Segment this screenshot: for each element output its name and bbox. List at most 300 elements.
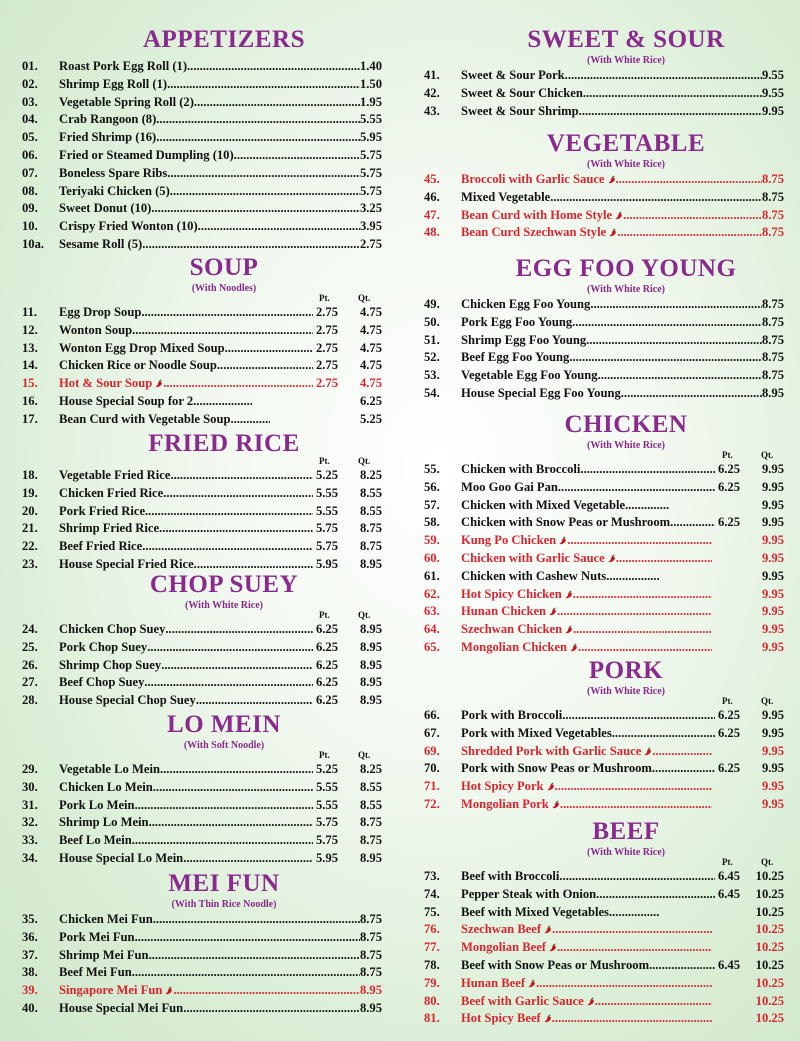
item-name: Sweet & Sour Shrimp (461, 103, 579, 118)
item-name: Mongolian Beef (461, 940, 547, 955)
dot-leader (141, 304, 313, 322)
item-number: 03. (22, 94, 38, 109)
quart-price: 9.95 (761, 743, 784, 758)
dot-leader (606, 568, 659, 586)
menu-item (22, 982, 382, 1000)
pint-price: 6.25 (717, 708, 740, 722)
item-number: 60. (424, 550, 440, 565)
item-name: Bean Curd with Vegetable Soup (59, 411, 231, 426)
menu-item (22, 929, 382, 947)
item-name: Pork with Broccoli (461, 708, 563, 722)
item-name: Chicken with Cashew Nuts (461, 568, 607, 583)
item-name: Crispy Fried Wonton (10) (59, 219, 198, 234)
item-number: 63. (424, 604, 440, 619)
item-number: 33. (22, 833, 38, 848)
item-name: Szechwan Beef (461, 922, 542, 937)
item-name: House Special Mei Fun (59, 1000, 184, 1015)
menu-item (22, 538, 382, 556)
item-number: 55. (424, 462, 440, 476)
section-subtitle: (With White Rice) (587, 284, 665, 295)
item-number: 80. (424, 993, 440, 1008)
item-name: Chicken Lo Mein (59, 779, 153, 794)
menu-item (424, 1010, 784, 1028)
item-number: 07. (22, 165, 38, 180)
quart-price: 8.25 (359, 468, 382, 482)
item-number: 47. (424, 207, 440, 222)
item-name: Pork Egg Foo Young (461, 314, 573, 329)
item-number: 58. (424, 515, 440, 530)
section-subtitle: (With White Rice) (587, 686, 665, 697)
dot-leader (167, 76, 360, 94)
item-name: Teriyaki Chicken (5) (59, 183, 170, 198)
menu-item (424, 385, 784, 403)
dot-leader (586, 332, 762, 350)
menu-item (424, 349, 784, 367)
item-price: 9.55 (761, 68, 784, 82)
hot-pepper-icon (165, 986, 173, 995)
item-number: 05. (22, 130, 38, 145)
quart-price: 9.95 (761, 568, 785, 583)
dot-leader (652, 760, 715, 778)
quart-price: 10.25 (755, 957, 784, 972)
hot-pepper-icon (549, 607, 557, 616)
item-name: Beef with Garlic Sauce (461, 993, 584, 1008)
menu-item (22, 111, 382, 129)
item-name: Hot & Sour Soup (59, 376, 153, 391)
item-name: Chicken with Mixed Vegetable (461, 497, 626, 512)
dot-leader (225, 340, 313, 358)
dot-leader (142, 538, 313, 556)
dot-leader (153, 779, 313, 797)
quart-header: Qt. (358, 293, 371, 303)
section-title: CHOP SUEY (149, 571, 299, 598)
item-name: Shrimp Egg Foo Young (461, 332, 587, 347)
item-number: 53. (424, 368, 440, 383)
item-number: 40. (22, 1000, 38, 1015)
size-column-headers (22, 458, 382, 467)
item-number: 24. (22, 622, 38, 636)
quart-price: 10.25 (755, 993, 784, 1008)
dot-leader (565, 67, 762, 85)
item-number: 19. (22, 485, 38, 500)
quart-price: 10.25 (755, 869, 784, 883)
menu-item (22, 236, 382, 254)
section-subtitle: (With White Rice) (587, 159, 665, 170)
dot-leader (160, 761, 313, 779)
section-egg-foo-young (424, 255, 784, 403)
item-number: 31. (22, 797, 38, 812)
item-number: 14. (22, 358, 38, 373)
item-price: 1.40 (359, 59, 382, 73)
menu-item (22, 200, 382, 218)
item-number: 29. (22, 762, 38, 776)
hot-pepper-icon (644, 747, 652, 756)
dot-leader (552, 1010, 712, 1028)
section-mei-fun (22, 870, 382, 1018)
menu-item (424, 332, 784, 350)
item-name: Wonton Egg Drop Mixed Soup (59, 340, 225, 355)
quart-price: 10.25 (755, 975, 784, 990)
section-chicken (424, 411, 784, 657)
item-name: Egg Drop Soup (59, 305, 142, 319)
quart-price: 10.25 (755, 904, 784, 919)
quart-price: 8.95 (359, 622, 382, 636)
menu-item (424, 621, 784, 639)
menu-item (22, 947, 382, 965)
menu-item (424, 868, 784, 886)
pint-price: 6.25 (315, 693, 338, 708)
menu-item (424, 586, 784, 604)
dot-leader (149, 947, 360, 965)
item-name: Pork with Snow Peas or Mushroom (461, 761, 652, 776)
item-number: 76. (424, 922, 440, 937)
item-number: 71. (424, 779, 440, 794)
quart-price: 8.95 (359, 850, 382, 865)
item-number: 67. (424, 725, 440, 740)
menu-item (22, 76, 382, 94)
pint-price: 6.45 (717, 957, 740, 972)
item-name: Roast Pork Egg Roll (1) (59, 59, 188, 73)
item-price: 8.75 (761, 207, 784, 222)
size-column-headers (424, 698, 784, 707)
menu-item (424, 296, 784, 314)
item-name: Chicken Fried Rice (59, 485, 164, 500)
quart-price: 9.95 (761, 796, 784, 811)
quart-price: 5.25 (359, 411, 383, 426)
size-column-headers (22, 752, 382, 761)
quart-price: 9.95 (761, 779, 784, 794)
menu-item (22, 304, 382, 322)
item-name: Shrimp Chop Suey (59, 657, 162, 672)
item-name: Hot Spicy Chicken (461, 586, 562, 601)
hot-pepper-icon (565, 625, 573, 634)
section-subtitle: (With White Rice) (587, 55, 665, 66)
dot-leader (555, 778, 712, 796)
section-chop-suey (22, 571, 382, 710)
dot-leader (595, 993, 712, 1011)
menu-item (424, 85, 784, 103)
menu-item (424, 796, 784, 814)
quart-price: 9.95 (761, 497, 785, 512)
dot-leader (557, 603, 712, 621)
item-number: 75. (424, 904, 440, 919)
item-name: Mixed Vegetable (461, 189, 551, 204)
item-number: 36. (22, 929, 38, 944)
item-price: 8.95 (359, 1000, 382, 1015)
quart-price: 8.55 (359, 503, 382, 518)
dot-leader (580, 461, 715, 479)
quart-price: 9.95 (761, 515, 784, 530)
quart-price: 8.95 (359, 556, 382, 571)
quart-price: 10.25 (755, 922, 784, 937)
item-number: 79. (424, 975, 440, 990)
menu-item (424, 603, 784, 621)
menu-item (424, 497, 784, 515)
item-number: 51. (424, 332, 440, 347)
menu-item (424, 993, 784, 1011)
dot-leader (552, 921, 712, 939)
quart-price: 9.95 (761, 479, 784, 494)
pint-price: 5.55 (315, 779, 338, 794)
item-price: 5.75 (359, 147, 382, 162)
menu-item (22, 692, 382, 710)
item-name: Hot Spicy Beef (461, 1011, 541, 1026)
menu-item (424, 550, 784, 568)
item-name: Hot Spicy Pork (461, 779, 544, 794)
item-name: Crab Rangoon (8) (59, 112, 157, 127)
dot-leader (132, 964, 360, 982)
dot-leader (670, 514, 715, 532)
item-number: 15. (22, 376, 38, 391)
dot-leader (567, 532, 712, 550)
item-number: 49. (424, 297, 440, 311)
item-price: 3.25 (359, 201, 382, 216)
menu-item (22, 147, 382, 165)
pint-header: Pt. (319, 750, 330, 760)
dot-leader (230, 411, 270, 429)
dot-leader (621, 385, 762, 403)
dot-leader (196, 692, 313, 710)
section-subtitle: (With White Rice) (587, 847, 665, 858)
item-number: 27. (22, 675, 38, 690)
item-name: Beef Fried Rice (59, 539, 143, 554)
pint-price: 5.25 (315, 468, 338, 482)
section-subtitle: (With Soft Noodle) (183, 740, 265, 751)
item-number: 41. (424, 68, 440, 82)
dot-leader (572, 314, 762, 332)
item-number: 09. (22, 201, 38, 216)
item-price: 8.75 (761, 189, 784, 204)
section-beef (424, 818, 784, 1028)
hot-pepper-icon (547, 782, 555, 791)
section-sweet-and-sour (424, 26, 784, 120)
item-number: 34. (22, 850, 38, 865)
item-number: 46. (424, 189, 440, 204)
item-name: Beef Chop Suey (59, 675, 145, 690)
menu-item (424, 224, 784, 242)
quart-price: 4.75 (359, 376, 382, 391)
pint-header: Pt. (722, 857, 733, 867)
dot-leader (558, 479, 715, 497)
item-number: 11. (22, 305, 38, 319)
quart-price: 4.75 (359, 322, 382, 337)
dot-leader (596, 886, 715, 904)
section-title: PORK (588, 657, 664, 684)
item-number: 61. (424, 568, 440, 583)
dot-leader (156, 129, 360, 147)
item-name: Beef with Broccoli (461, 869, 560, 883)
item-number: 08. (22, 183, 38, 198)
item-price: 8.75 (359, 947, 382, 962)
hot-pepper-icon (528, 979, 536, 988)
menu-item (22, 503, 382, 521)
item-number: 26. (22, 657, 38, 672)
menu-item (424, 367, 784, 385)
menu-item (22, 674, 382, 692)
hot-pepper-icon (559, 536, 567, 545)
item-number: 81. (424, 1011, 440, 1026)
dot-leader (163, 485, 313, 503)
item-price: 8.75 (761, 314, 784, 329)
item-number: 16. (22, 393, 38, 408)
size-column-headers (22, 612, 382, 621)
menu-item (22, 411, 382, 429)
quart-price: 8.95 (359, 675, 382, 690)
menu-item (424, 743, 784, 761)
item-number: 17. (22, 411, 38, 426)
dot-leader (163, 375, 313, 393)
quart-price: 8.75 (359, 539, 382, 554)
quart-price: 8.55 (359, 485, 382, 500)
pint-header: Pt. (722, 696, 733, 706)
section-title: MEI FUN (168, 870, 280, 897)
menu-item (22, 129, 382, 147)
dot-leader (536, 975, 712, 993)
item-price: 8.75 (359, 965, 382, 980)
hot-pepper-icon (587, 997, 595, 1006)
pint-price: 6.25 (717, 725, 740, 740)
quart-price: 8.55 (359, 779, 382, 794)
pint-price: 6.45 (717, 869, 740, 883)
menu-item (424, 921, 784, 939)
menu-item (424, 904, 784, 922)
menu-item (424, 639, 784, 657)
quart-price: 9.95 (761, 639, 784, 654)
menu-item (22, 1000, 382, 1018)
menu-item (22, 911, 382, 929)
item-number: 70. (424, 761, 440, 776)
item-name: Sweet Donut (10) (59, 201, 152, 216)
item-name: Beef with Snow Peas or Mushroom (461, 957, 650, 972)
dot-leader (159, 520, 313, 538)
item-number: 65. (424, 639, 440, 654)
dot-leader (132, 322, 313, 340)
item-number: 66. (424, 708, 440, 722)
item-name: Moo Goo Gai Pan (461, 479, 558, 494)
dot-leader (165, 621, 313, 639)
menu-item (424, 461, 784, 479)
dot-leader (153, 911, 360, 929)
dot-leader (612, 725, 715, 743)
item-price: 1.50 (359, 76, 382, 91)
item-price: 3.95 (359, 219, 382, 234)
menu-item (22, 94, 382, 112)
dot-leader (149, 814, 313, 832)
item-name: House Special Lo Mein (59, 850, 184, 865)
quart-price: 9.95 (761, 725, 784, 740)
quart-price: 9.95 (761, 761, 784, 776)
section-vegetable (424, 130, 784, 242)
pint-price: 5.95 (315, 556, 338, 571)
quart-price: 9.95 (761, 604, 784, 619)
item-name: Shrimp Mei Fun (59, 947, 149, 962)
hot-pepper-icon (565, 590, 573, 599)
menu-item (424, 778, 784, 796)
menu-item (22, 814, 382, 832)
item-name: Chicken with Broccoli (461, 462, 581, 476)
menu-item (424, 760, 784, 778)
menu-item (22, 375, 382, 393)
menu-item (22, 657, 382, 675)
item-price: 5.75 (359, 183, 382, 198)
item-number: 62. (424, 586, 440, 601)
dot-leader (132, 832, 313, 850)
item-price: 8.75 (359, 912, 382, 926)
item-name: Chicken Chop Suey (59, 622, 166, 636)
item-number: 43. (424, 103, 440, 118)
menu-item (424, 189, 784, 207)
section-fried-rice (22, 430, 382, 574)
section-subtitle: (With Thin Rice Noodle) (171, 899, 277, 910)
item-number: 45. (424, 172, 440, 186)
menu-item (424, 532, 784, 550)
dot-leader (151, 200, 360, 218)
section-title: SOUP (189, 254, 259, 281)
quart-price: 8.95 (359, 657, 382, 672)
pint-price: 5.55 (315, 797, 338, 812)
item-name: Szechwan Chicken (461, 622, 563, 637)
hot-pepper-icon (609, 228, 617, 237)
menu-item (22, 485, 382, 503)
item-name: Mongolian Pork (461, 796, 549, 811)
item-name: Mongolian Chicken (461, 639, 568, 654)
quart-header: Qt. (358, 456, 371, 466)
dot-leader (557, 939, 712, 957)
pint-header: Pt. (319, 456, 330, 466)
item-name: Chicken Egg Foo Young (461, 297, 591, 311)
item-name: Vegetable Lo Mein (59, 762, 160, 776)
item-name: Vegetable Fried Rice (59, 468, 171, 482)
item-name: Bean Curd Szechwan Style (461, 225, 607, 240)
menu-item (22, 165, 382, 183)
pint-price: 6.25 (315, 639, 338, 654)
section-title: APPETIZERS (143, 26, 305, 53)
section-appetizers (22, 26, 382, 254)
quart-price: 9.95 (761, 586, 784, 601)
quart-price: 8.95 (359, 693, 382, 708)
hot-pepper-icon (544, 1014, 552, 1023)
section-title: BEEF (592, 818, 660, 845)
hot-pepper-icon (155, 379, 163, 388)
menu-item (22, 218, 382, 236)
item-name: Pork Lo Mein (59, 797, 135, 812)
item-name: Bean Curd with Home Style (461, 207, 613, 222)
dot-leader (135, 929, 360, 947)
section-subtitle: (With White Rice) (185, 600, 263, 611)
pint-header: Pt. (722, 450, 733, 460)
pint-price: 5.55 (315, 485, 338, 500)
hot-pepper-icon (570, 643, 578, 652)
item-number: 35. (22, 912, 38, 926)
dot-leader (161, 657, 313, 675)
menu-item (22, 964, 382, 982)
item-price: 8.75 (761, 368, 784, 383)
quart-price: 9.95 (761, 533, 784, 548)
item-number: 30. (22, 779, 38, 794)
dot-leader (170, 467, 313, 485)
item-name: House Special Soup for 2 (59, 393, 194, 408)
item-number: 50. (424, 314, 440, 329)
menu-item (22, 621, 382, 639)
size-column-headers (424, 452, 784, 461)
item-number: 06. (22, 147, 38, 162)
item-name: Pork Chop Suey (59, 639, 148, 654)
menu-item (22, 761, 382, 779)
item-number: 28. (22, 693, 38, 708)
pint-price: 6.25 (717, 761, 740, 776)
item-price: 8.75 (761, 172, 784, 186)
menu-item (424, 479, 784, 497)
